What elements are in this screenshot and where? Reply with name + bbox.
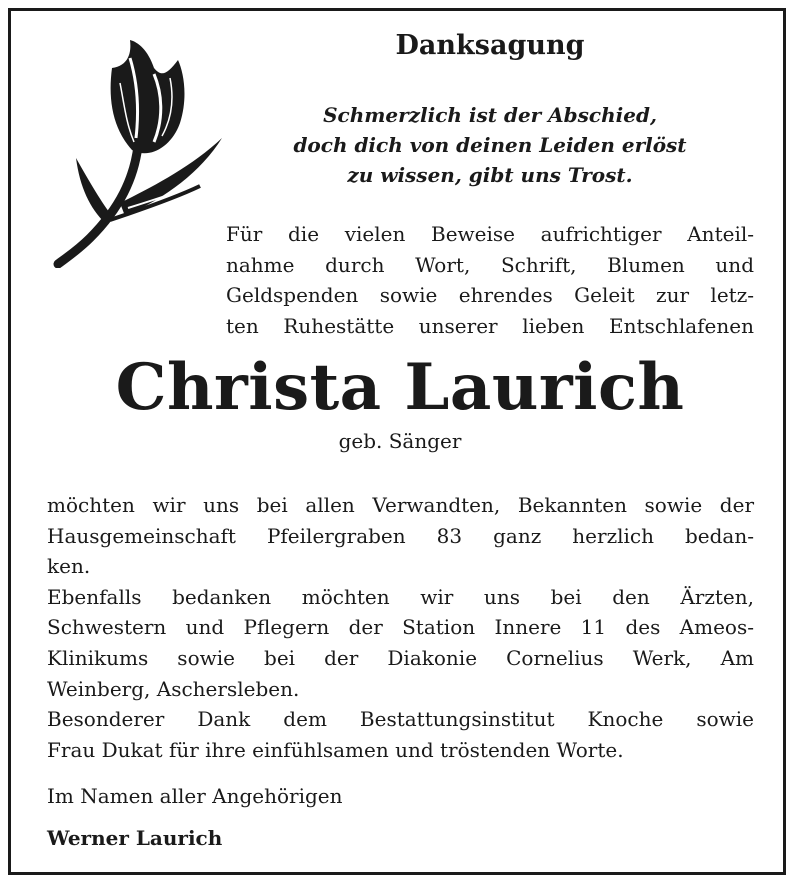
body-line: Klinikums sowie bei der Diakonie Cornelius Werk, Am [47,645,754,670]
deceased-name: Christa Laurich [115,350,685,425]
body-line: Hausgemeinschaft Pfeilergraben 83 ganz herzlich bedan- [47,523,754,548]
body-line: Ebenfalls bedanken möchten wir uns bei den Ärzten, [47,584,754,609]
tulip-icon [50,38,230,268]
intro-line: Geldspenden sowie ehrendes Geleit zur letz- [226,283,754,307]
maiden-name: geb. Sänger [338,429,462,453]
intro-paragraph [226,219,754,341]
body-line: Weinberg, Aschersleben. [47,676,300,701]
body-line: möchten wir uns bei allen Verwandten, Bekannten sowie der [47,493,754,517]
motto [260,100,720,190]
body-line: Schwestern und Pflegern der Station Innere 11 des Ameos- [47,615,754,640]
notice-heading: Danksagung [395,30,585,61]
thanks-paragraph [47,490,754,765]
intro-line: Für die vielen Beweise aufrichtiger Anteil- [226,222,754,246]
intro-line: nahme durch Wort, Schrift, Blumen und [226,252,754,277]
body-line: Besonderer Dank dem Bestattungsinstitut Knoche sowie [47,707,754,732]
closing-line: Im Namen aller Angehörigen [47,784,343,808]
motto-line: zu wissen, gibt uns Trost. [347,163,633,187]
motto-line: Schmerzlich ist der Abschied, [323,103,657,127]
signature: Werner Laurich [47,826,223,850]
intro-line: ten Ruhestätte unserer lieben Entschlafenen [226,313,754,338]
body-line: ken. [47,554,91,579]
motto-line: doch dich von deinen Leiden erlöst [293,133,687,157]
body-line: Frau Dukat für ihre einfühlsamen und tröstenden Worte. [47,737,624,762]
